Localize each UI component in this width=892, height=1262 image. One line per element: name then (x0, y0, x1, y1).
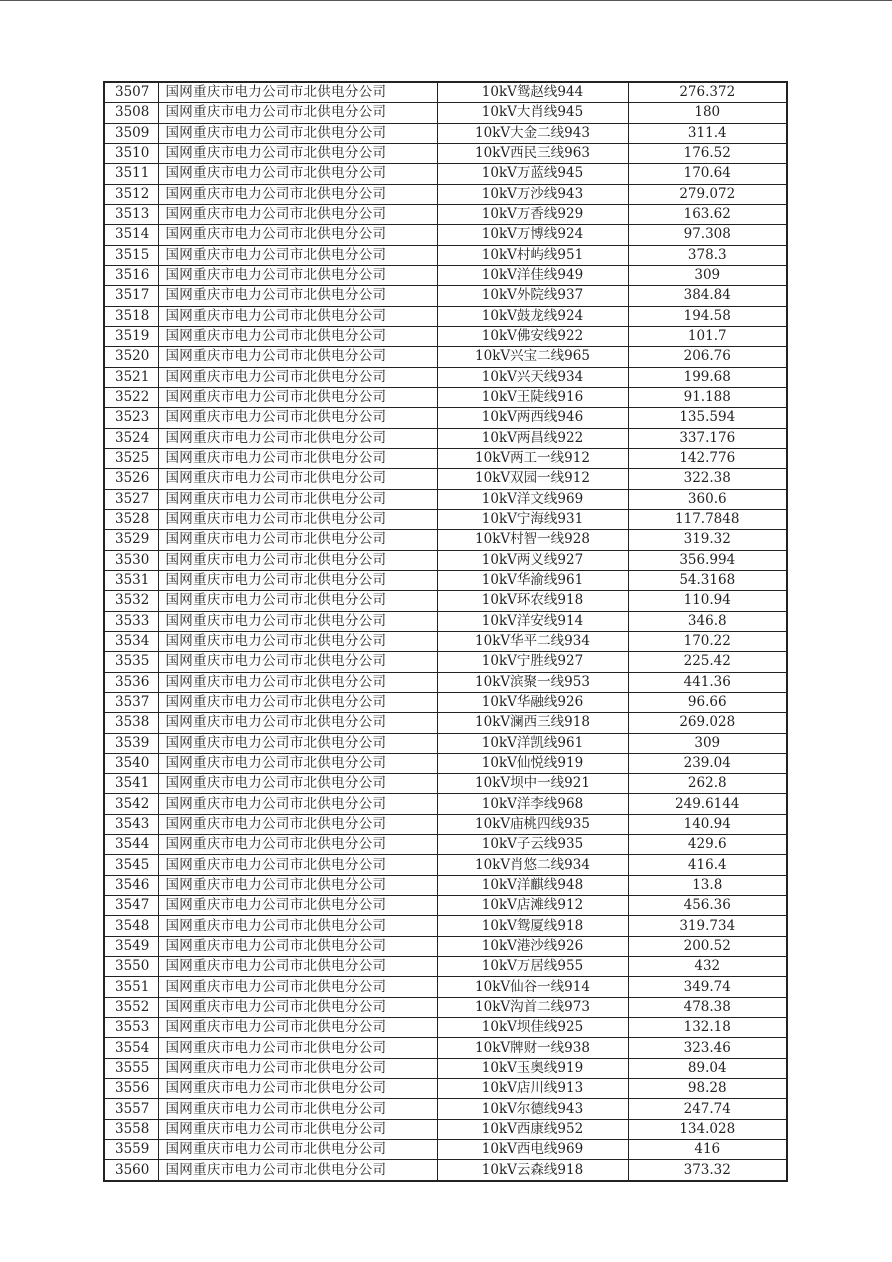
table-row (104, 916, 787, 936)
row-id-cell: 3537 (104, 692, 158, 712)
row-id-cell: 3555 (104, 1058, 158, 1078)
row-id-cell: 3532 (104, 591, 158, 611)
table-row (104, 408, 787, 428)
company-cell: 国网重庆市电力公司市北供电分公司 (158, 733, 437, 753)
line-name-cell: 10kV村智一线928 (437, 530, 628, 550)
row-id-cell: 3536 (104, 672, 158, 692)
row-id-cell: 3519 (104, 326, 158, 346)
value-cell: 323.46 (628, 1038, 787, 1058)
row-id-cell: 3544 (104, 835, 158, 855)
line-name-cell: 10kV庙桃四线935 (437, 814, 628, 834)
value-cell: 262.8 (628, 774, 787, 794)
table-row (104, 225, 787, 245)
line-name-cell: 10kV华平二线934 (437, 631, 628, 651)
row-id-cell: 3534 (104, 631, 158, 651)
row-id-cell: 3528 (104, 509, 158, 529)
table-row (104, 611, 787, 631)
table-row (104, 123, 787, 143)
value-cell: 337.176 (628, 428, 787, 448)
line-name-cell: 10kV洋麒线948 (437, 875, 628, 895)
value-cell: 89.04 (628, 1058, 787, 1078)
table-row (104, 896, 787, 916)
line-name-cell: 10kV店滩线912 (437, 896, 628, 916)
value-cell: 135.594 (628, 408, 787, 428)
company-cell: 国网重庆市电力公司市北供电分公司 (158, 977, 437, 997)
company-cell: 国网重庆市电力公司市北供电分公司 (158, 164, 437, 184)
row-id-cell: 3525 (104, 448, 158, 468)
table-row (104, 1099, 787, 1119)
line-name-cell: 10kV王陡线916 (437, 387, 628, 407)
line-name-cell: 10kV子云线935 (437, 835, 628, 855)
line-name-cell: 10kV沟首二线973 (437, 997, 628, 1017)
value-cell: 200.52 (628, 936, 787, 956)
value-cell: 276.372 (628, 82, 787, 103)
line-name-cell: 10kV兴宝二线965 (437, 347, 628, 367)
line-name-cell: 10kV滨聚一线953 (437, 672, 628, 692)
line-name-cell: 10kV仙谷一线914 (437, 977, 628, 997)
row-id-cell: 3531 (104, 570, 158, 590)
company-cell: 国网重庆市电力公司市北供电分公司 (158, 509, 437, 529)
line-name-cell: 10kV洋佳线949 (437, 265, 628, 285)
table-row (104, 997, 787, 1017)
value-cell: 194.58 (628, 306, 787, 326)
row-id-cell: 3533 (104, 611, 158, 631)
line-name-cell: 10kV两西线946 (437, 408, 628, 428)
company-cell: 国网重庆市电力公司市北供电分公司 (158, 957, 437, 977)
row-id-cell: 3557 (104, 1099, 158, 1119)
row-id-cell: 3550 (104, 957, 158, 977)
row-id-cell: 3522 (104, 387, 158, 407)
line-name-cell: 10kV云森线918 (437, 1160, 628, 1181)
line-name-cell: 10kV两义线927 (437, 550, 628, 570)
table-row (104, 855, 787, 875)
company-cell: 国网重庆市电力公司市北供电分公司 (158, 530, 437, 550)
company-cell: 国网重庆市电力公司市北供电分公司 (158, 82, 437, 103)
value-cell: 309 (628, 265, 787, 285)
table-row (104, 570, 787, 590)
table-row (104, 1058, 787, 1078)
line-name-cell: 10kV仙悦线919 (437, 753, 628, 773)
line-name-cell: 10kV华融线926 (437, 692, 628, 712)
line-name-cell: 10kV西电线969 (437, 1140, 628, 1160)
company-cell: 国网重庆市电力公司市北供电分公司 (158, 997, 437, 1017)
table-body (104, 82, 787, 1181)
table-row (104, 428, 787, 448)
value-cell: 199.68 (628, 367, 787, 387)
value-cell: 91.188 (628, 387, 787, 407)
value-cell: 170.64 (628, 164, 787, 184)
company-cell: 国网重庆市电力公司市北供电分公司 (158, 1160, 437, 1181)
line-name-cell: 10kV肖悠二线934 (437, 855, 628, 875)
value-cell: 384.84 (628, 286, 787, 306)
line-name-cell: 10kV坝佳线925 (437, 1018, 628, 1038)
company-cell: 国网重庆市电力公司市北供电分公司 (158, 448, 437, 468)
table-row (104, 347, 787, 367)
value-cell: 373.32 (628, 1160, 787, 1181)
company-cell: 国网重庆市电力公司市北供电分公司 (158, 387, 437, 407)
value-cell: 170.22 (628, 631, 787, 651)
table-row (104, 367, 787, 387)
company-cell: 国网重庆市电力公司市北供电分公司 (158, 896, 437, 916)
row-id-cell: 3527 (104, 489, 158, 509)
value-cell: 206.76 (628, 347, 787, 367)
row-id-cell: 3511 (104, 164, 158, 184)
row-id-cell: 3552 (104, 997, 158, 1017)
line-name-cell: 10kV港沙线926 (437, 936, 628, 956)
line-name-cell: 10kV佛安线922 (437, 326, 628, 346)
line-name-cell: 10kV兴天线934 (437, 367, 628, 387)
table-row (104, 692, 787, 712)
table-row (104, 509, 787, 529)
table-row (104, 733, 787, 753)
value-cell: 416 (628, 1140, 787, 1160)
table-row (104, 753, 787, 773)
row-id-cell: 3546 (104, 875, 158, 895)
value-cell: 132.18 (628, 1018, 787, 1038)
line-name-cell: 10kV大金二线943 (437, 123, 628, 143)
line-name-cell: 10kV环农线918 (437, 591, 628, 611)
row-id-cell: 3523 (104, 408, 158, 428)
line-name-cell: 10kV两昌线922 (437, 428, 628, 448)
table-row (104, 774, 787, 794)
row-id-cell: 3543 (104, 814, 158, 834)
row-id-cell: 3516 (104, 265, 158, 285)
company-cell: 国网重庆市电力公司市北供电分公司 (158, 1058, 437, 1078)
value-cell: 416.4 (628, 855, 787, 875)
value-cell: 378.3 (628, 245, 787, 265)
company-cell: 国网重庆市电力公司市北供电分公司 (158, 204, 437, 224)
row-id-cell: 3558 (104, 1119, 158, 1139)
value-cell: 247.74 (628, 1099, 787, 1119)
table-row (104, 835, 787, 855)
company-cell: 国网重庆市电力公司市北供电分公司 (158, 631, 437, 651)
table-row (104, 103, 787, 123)
value-cell: 163.62 (628, 204, 787, 224)
row-id-cell: 3509 (104, 123, 158, 143)
line-name-cell: 10kV鸳厦线918 (437, 916, 628, 936)
row-id-cell: 3517 (104, 286, 158, 306)
value-cell: 239.04 (628, 753, 787, 773)
row-id-cell: 3554 (104, 1038, 158, 1058)
value-cell: 176.52 (628, 143, 787, 163)
row-id-cell: 3513 (104, 204, 158, 224)
line-name-cell: 10kV外院线937 (437, 286, 628, 306)
value-cell: 134.028 (628, 1119, 787, 1139)
company-cell: 国网重庆市电力公司市北供电分公司 (158, 692, 437, 712)
row-id-cell: 3520 (104, 347, 158, 367)
table-row (104, 672, 787, 692)
company-cell: 国网重庆市电力公司市北供电分公司 (158, 347, 437, 367)
table-row (104, 591, 787, 611)
table-row (104, 977, 787, 997)
value-cell: 96.66 (628, 692, 787, 712)
value-cell: 349.74 (628, 977, 787, 997)
row-id-cell: 3556 (104, 1079, 158, 1099)
value-cell: 346.8 (628, 611, 787, 631)
table-row (104, 936, 787, 956)
line-name-cell: 10kV双园一线912 (437, 469, 628, 489)
row-id-cell: 3526 (104, 469, 158, 489)
line-name-cell: 10kV村屿线951 (437, 245, 628, 265)
row-id-cell: 3559 (104, 1140, 158, 1160)
line-name-cell: 10kV坝中一线921 (437, 774, 628, 794)
value-cell: 319.32 (628, 530, 787, 550)
company-cell: 国网重庆市电力公司市北供电分公司 (158, 1140, 437, 1160)
table-row (104, 164, 787, 184)
table-row (104, 204, 787, 224)
table-row (104, 265, 787, 285)
table-row (104, 631, 787, 651)
company-cell: 国网重庆市电力公司市北供电分公司 (158, 326, 437, 346)
table-row (104, 245, 787, 265)
row-id-cell: 3529 (104, 530, 158, 550)
company-cell: 国网重庆市电力公司市北供电分公司 (158, 713, 437, 733)
row-id-cell: 3507 (104, 82, 158, 103)
company-cell: 国网重庆市电力公司市北供电分公司 (158, 306, 437, 326)
value-cell: 142.776 (628, 448, 787, 468)
table-row (104, 469, 787, 489)
value-cell: 269.028 (628, 713, 787, 733)
row-id-cell: 3549 (104, 936, 158, 956)
value-cell: 97.308 (628, 225, 787, 245)
company-cell: 国网重庆市电力公司市北供电分公司 (158, 753, 437, 773)
value-cell: 13.8 (628, 875, 787, 895)
line-name-cell: 10kV西民三线963 (437, 143, 628, 163)
line-name-cell: 10kV万居线955 (437, 957, 628, 977)
row-id-cell: 3521 (104, 367, 158, 387)
table-row (104, 875, 787, 895)
row-id-cell: 3541 (104, 774, 158, 794)
row-id-cell: 3539 (104, 733, 158, 753)
table-row (104, 448, 787, 468)
value-cell: 360.6 (628, 489, 787, 509)
company-cell: 国网重庆市电力公司市北供电分公司 (158, 428, 437, 448)
page-top-border (0, 0, 892, 1)
line-name-cell: 10kV宁胜线927 (437, 652, 628, 672)
table-row (104, 286, 787, 306)
value-cell: 98.28 (628, 1079, 787, 1099)
row-id-cell: 3553 (104, 1018, 158, 1038)
row-id-cell: 3510 (104, 143, 158, 163)
table-row (104, 713, 787, 733)
company-cell: 国网重庆市电力公司市北供电分公司 (158, 936, 437, 956)
value-cell: 225.42 (628, 652, 787, 672)
line-name-cell: 10kV洋文线969 (437, 489, 628, 509)
company-cell: 国网重庆市电力公司市北供电分公司 (158, 103, 437, 123)
company-cell: 国网重庆市电力公司市北供电分公司 (158, 916, 437, 936)
company-cell: 国网重庆市电力公司市北供电分公司 (158, 143, 437, 163)
row-id-cell: 3548 (104, 916, 158, 936)
row-id-cell: 3538 (104, 713, 158, 733)
company-cell: 国网重庆市电力公司市北供电分公司 (158, 570, 437, 590)
row-id-cell: 3518 (104, 306, 158, 326)
line-name-cell: 10kV澜西三线918 (437, 713, 628, 733)
table-row (104, 1038, 787, 1058)
value-cell: 279.072 (628, 184, 787, 204)
value-cell: 117.7848 (628, 509, 787, 529)
company-cell: 国网重庆市电力公司市北供电分公司 (158, 245, 437, 265)
value-cell: 478.38 (628, 997, 787, 1017)
value-cell: 456.36 (628, 896, 787, 916)
row-id-cell: 3512 (104, 184, 158, 204)
table-row (104, 550, 787, 570)
company-cell: 国网重庆市电力公司市北供电分公司 (158, 794, 437, 814)
row-id-cell: 3545 (104, 855, 158, 875)
company-cell: 国网重庆市电力公司市北供电分公司 (158, 672, 437, 692)
line-name-cell: 10kV宁海线931 (437, 509, 628, 529)
company-cell: 国网重庆市电力公司市北供电分公司 (158, 550, 437, 570)
row-id-cell: 3508 (104, 103, 158, 123)
line-name-cell: 10kV万博线924 (437, 225, 628, 245)
value-cell: 140.94 (628, 814, 787, 834)
line-name-cell: 10kV鸳赵线944 (437, 82, 628, 103)
table-row (104, 143, 787, 163)
line-name-cell: 10kV华渝线961 (437, 570, 628, 590)
company-cell: 国网重庆市电力公司市北供电分公司 (158, 265, 437, 285)
table-row (104, 1119, 787, 1139)
row-id-cell: 3542 (104, 794, 158, 814)
row-id-cell: 3514 (104, 225, 158, 245)
line-name-cell: 10kV洋安线914 (437, 611, 628, 631)
company-cell: 国网重庆市电力公司市北供电分公司 (158, 814, 437, 834)
company-cell: 国网重庆市电力公司市北供电分公司 (158, 855, 437, 875)
table-row (104, 387, 787, 407)
table-row (104, 794, 787, 814)
table-row (104, 82, 787, 103)
row-id-cell: 3547 (104, 896, 158, 916)
value-cell: 110.94 (628, 591, 787, 611)
row-id-cell: 3560 (104, 1160, 158, 1181)
company-cell: 国网重庆市电力公司市北供电分公司 (158, 286, 437, 306)
value-cell: 432 (628, 957, 787, 977)
table-row (104, 184, 787, 204)
line-name-cell: 10kV鼓龙线924 (437, 306, 628, 326)
company-cell: 国网重庆市电力公司市北供电分公司 (158, 1018, 437, 1038)
company-cell: 国网重庆市电力公司市北供电分公司 (158, 835, 437, 855)
value-cell: 309 (628, 733, 787, 753)
company-cell: 国网重庆市电力公司市北供电分公司 (158, 875, 437, 895)
company-cell: 国网重庆市电力公司市北供电分公司 (158, 1119, 437, 1139)
company-cell: 国网重庆市电力公司市北供电分公司 (158, 225, 437, 245)
company-cell: 国网重庆市电力公司市北供电分公司 (158, 184, 437, 204)
row-id-cell: 3551 (104, 977, 158, 997)
value-cell: 101.7 (628, 326, 787, 346)
company-cell: 国网重庆市电力公司市北供电分公司 (158, 469, 437, 489)
company-cell: 国网重庆市电力公司市北供电分公司 (158, 489, 437, 509)
table-row (104, 530, 787, 550)
value-cell: 311.4 (628, 123, 787, 143)
value-cell: 249.6144 (628, 794, 787, 814)
table-row (104, 1160, 787, 1181)
company-cell: 国网重庆市电力公司市北供电分公司 (158, 1038, 437, 1058)
line-name-cell: 10kV万蓝线945 (437, 164, 628, 184)
company-cell: 国网重庆市电力公司市北供电分公司 (158, 611, 437, 631)
line-name-cell: 10kV玉奥线919 (437, 1058, 628, 1078)
line-name-cell: 10kV牌财一线938 (437, 1038, 628, 1058)
table-row (104, 1079, 787, 1099)
value-cell: 322.38 (628, 469, 787, 489)
value-cell: 54.3168 (628, 570, 787, 590)
table-row (104, 652, 787, 672)
row-id-cell: 3540 (104, 753, 158, 773)
value-cell: 429.6 (628, 835, 787, 855)
company-cell: 国网重庆市电力公司市北供电分公司 (158, 367, 437, 387)
value-cell: 441.36 (628, 672, 787, 692)
line-name-cell: 10kV洋李线968 (437, 794, 628, 814)
company-cell: 国网重庆市电力公司市北供电分公司 (158, 652, 437, 672)
value-cell: 319.734 (628, 916, 787, 936)
table-row (104, 814, 787, 834)
row-id-cell: 3515 (104, 245, 158, 265)
row-id-cell: 3524 (104, 428, 158, 448)
company-cell: 国网重庆市电力公司市北供电分公司 (158, 123, 437, 143)
company-cell: 国网重庆市电力公司市北供电分公司 (158, 591, 437, 611)
row-id-cell: 3530 (104, 550, 158, 570)
value-cell: 356.994 (628, 550, 787, 570)
line-name-cell: 10kV万沙线943 (437, 184, 628, 204)
table-row (104, 489, 787, 509)
company-cell: 国网重庆市电力公司市北供电分公司 (158, 1099, 437, 1119)
line-name-cell: 10kV万香线929 (437, 204, 628, 224)
line-name-cell: 10kV店川线913 (437, 1079, 628, 1099)
table-row (104, 306, 787, 326)
data-table (103, 81, 788, 1182)
table-row (104, 1018, 787, 1038)
company-cell: 国网重庆市电力公司市北供电分公司 (158, 774, 437, 794)
line-name-cell: 10kV两工一线912 (437, 448, 628, 468)
company-cell: 国网重庆市电力公司市北供电分公司 (158, 408, 437, 428)
line-name-cell: 10kV尔德线943 (437, 1099, 628, 1119)
value-cell: 180 (628, 103, 787, 123)
line-name-cell: 10kV洋凯线961 (437, 733, 628, 753)
company-cell: 国网重庆市电力公司市北供电分公司 (158, 1079, 437, 1099)
table-row (104, 957, 787, 977)
line-name-cell: 10kV西康线952 (437, 1119, 628, 1139)
table-row (104, 326, 787, 346)
row-id-cell: 3535 (104, 652, 158, 672)
line-name-cell: 10kV大肖线945 (437, 103, 628, 123)
table-row (104, 1140, 787, 1160)
